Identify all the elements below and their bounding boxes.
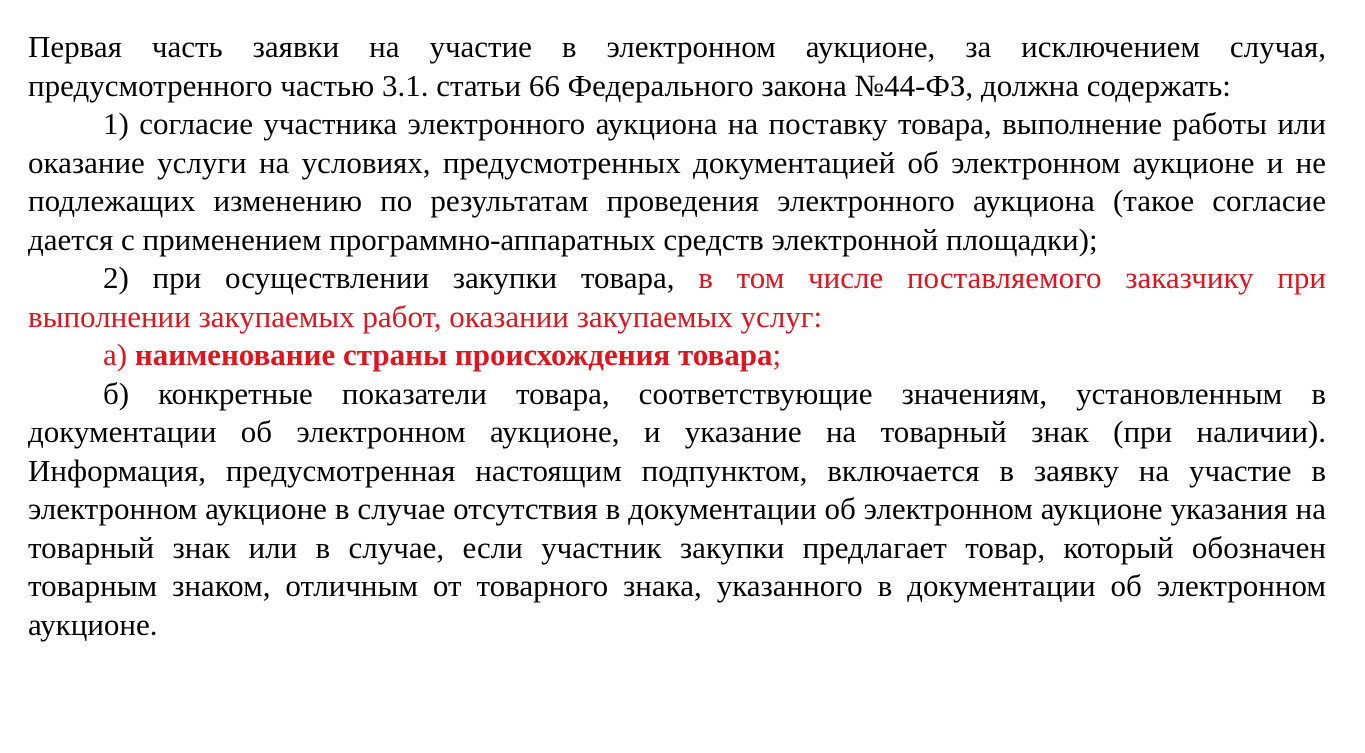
intro-paragraph: Первая часть заявки на участие в электронном аукционе, за исключением случая, предусмотренного частью 3.1. статьи 66 Федерального закона №44-ФЗ, должна содержать: [28, 29, 1326, 103]
subitem-a-bold: наименование страны происхождения товара [134, 337, 773, 372]
item-2-paragraph [28, 259, 1326, 336]
item-2-lead: 2) при осуществлении закупки товара, [103, 260, 699, 295]
item-2-highlight: в том числе поставляемого заказчику при выполнении закупаемых работ, оказании закупаемых услуг: [28, 260, 1326, 334]
subitem-a-prefix: а) [103, 337, 135, 372]
subitem-b-paragraph: б) конкретные показатели товара, соответствующие значениям, установленным в документации об электронном аукционе, и указание на товарный знак (при наличии). Информация, предусмотренная настоящим подпунктом, включается в заявку на участие в электронном аукционе в случае отсутствия в документации об электронном аукционе указания на товарный знак или в случае, если участник закупки предлагает товар, который обозначен товарным знаком, отличным от товарного знака, указанного в документации об электронном аукционе. [28, 375, 1326, 642]
item-1-paragraph: 1) согласие участника электронного аукциона на поставку товара, выполнение работы или оказание услуги на условиях, предусмотренных документацией об электронном аукционе и не подлежащих изменению по результатам проведения электронного аукциона (такое согласие дается с применением программно-аппаратных средств электронной площадки); [28, 106, 1326, 257]
subitem-a-paragraph [28, 336, 1326, 375]
document-body [28, 28, 1326, 644]
subitem-a-suffix: ; [772, 337, 782, 372]
